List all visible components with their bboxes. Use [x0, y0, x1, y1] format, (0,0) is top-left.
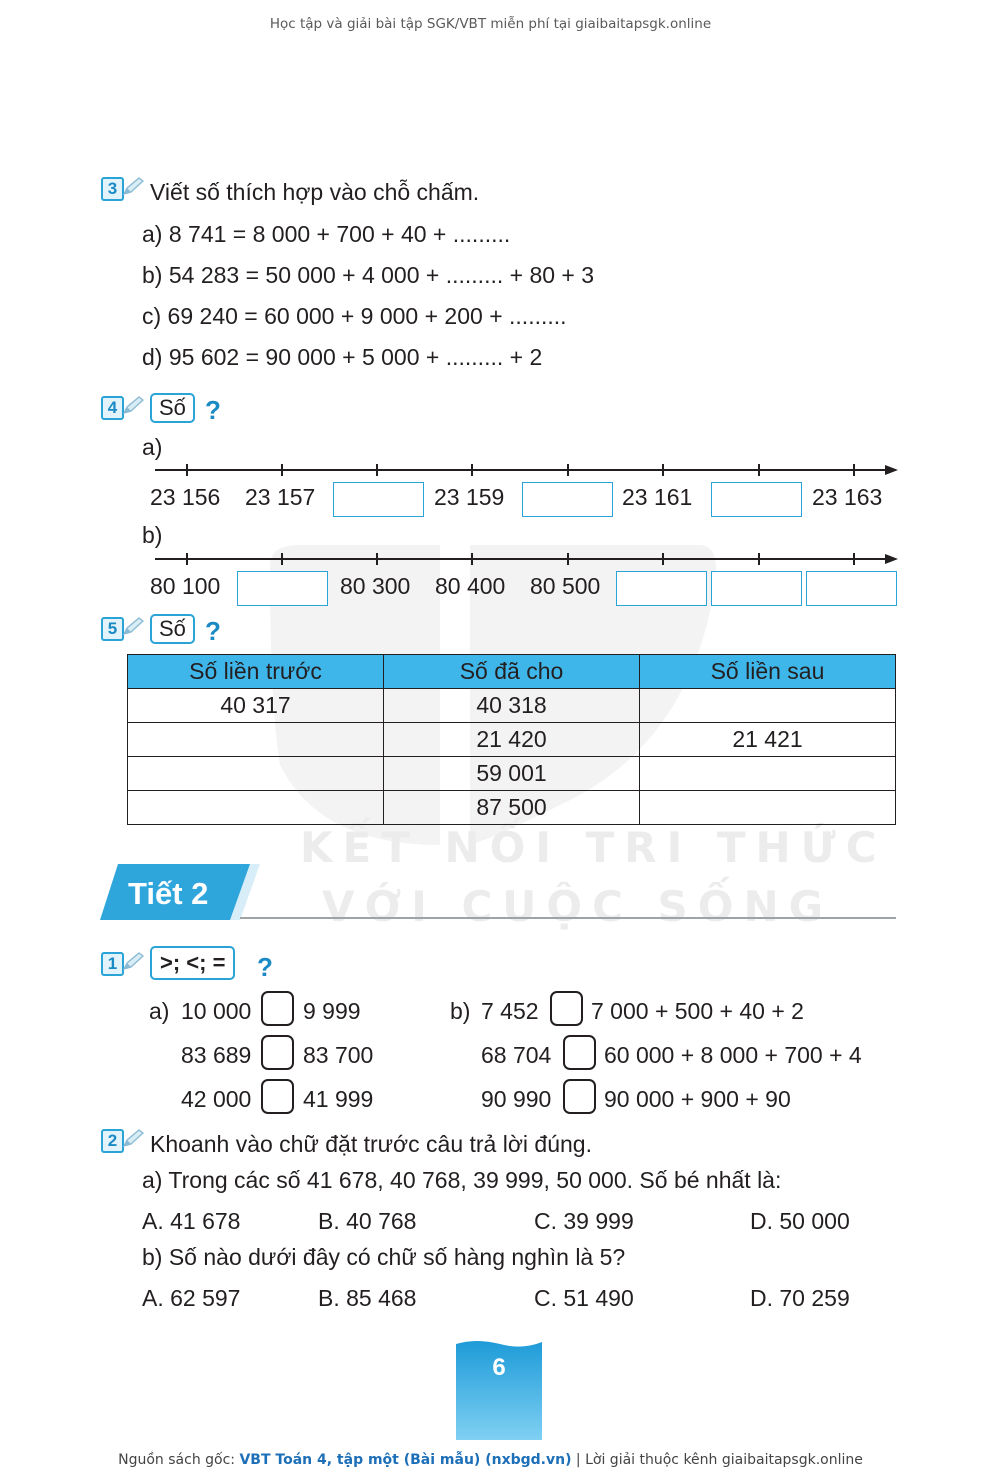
exercise-3-line-a: a) 8 741 = 8 000 + 700 + 40 + ......... [142, 221, 511, 247]
comparison-left-value: 42 000 [181, 1086, 252, 1112]
comparison-b-label: b) [450, 998, 471, 1024]
comparison-sign-box: >; <; = [150, 946, 235, 980]
watermark-line-2: VỚI CUỘC SỐNG [322, 882, 834, 931]
number-line-a-answer-box[interactable] [333, 482, 424, 517]
lesson-banner [100, 862, 900, 922]
page-header: Học tập và giải bài tập SGK/VBT miễn phí tại giaibaitapsgk.online [269, 16, 712, 32]
table-cell[interactable]: 40 317 [128, 689, 384, 723]
table-cell[interactable] [128, 757, 384, 791]
number-line-a-value: 23 159 [434, 484, 505, 510]
answer-option-a[interactable]: A. 41 678 [142, 1208, 241, 1234]
exercise-4-so-box: Số [150, 393, 195, 423]
comparison-answer-box[interactable] [563, 1035, 596, 1070]
number-line-b-value: 80 400 [435, 573, 506, 599]
comparison-left-value: 68 704 [481, 1042, 552, 1068]
exercise-3-line-b: b) 54 283 = 50 000 + 4 000 + ......... + 80 + 3 [142, 262, 595, 288]
question-a: a) Trong các số 41 678, 40 768, 39 999, 50 000. Số bé nhất là: [142, 1167, 782, 1193]
exercise-5-so-box: Số [150, 614, 195, 644]
number-table [127, 654, 896, 825]
answer-option-b[interactable]: B. 85 468 [318, 1285, 417, 1311]
table-cell[interactable] [640, 689, 896, 723]
number-line-b-answer-box[interactable] [237, 571, 328, 606]
comparison-a-label: a) [149, 998, 170, 1024]
number-line-b-answer-box[interactable] [806, 571, 897, 606]
table-cell[interactable] [640, 791, 896, 825]
page-footer [0, 1452, 981, 1468]
comparison-left-value: 7 452 [481, 998, 539, 1024]
exercise-4-a-label: a) [142, 434, 163, 460]
number-line-a [150, 462, 900, 480]
comparison-answer-box[interactable] [261, 1035, 294, 1070]
table-header: Số liền sau [640, 655, 896, 689]
table-header: Số đã cho [384, 655, 640, 689]
number-line-b [150, 551, 900, 569]
comparison-right-value: 60 000 + 8 000 + 700 + 4 [604, 1042, 862, 1068]
comparison-left-value: 10 000 [181, 998, 252, 1024]
table-cell: 21 420 [384, 723, 640, 757]
footer-prefix: Nguồn sách gốc: [118, 1452, 240, 1468]
number-line-b-answer-box[interactable] [616, 571, 707, 606]
number-line-a-value: 23 161 [622, 484, 693, 510]
number-line-a-value: 23 163 [812, 484, 883, 510]
table-header: Số liền trước [128, 655, 384, 689]
table-cell[interactable] [128, 723, 384, 757]
table-cell: 87 500 [384, 791, 640, 825]
exercise-3-line-d: d) 95 602 = 90 000 + 5 000 + ......... + 2 [142, 344, 543, 370]
answer-option-c[interactable]: C. 51 490 [534, 1285, 634, 1311]
table-cell[interactable]: 21 421 [640, 723, 896, 757]
comparison-right-value: 9 999 [303, 998, 361, 1024]
answer-option-b[interactable]: B. 40 768 [318, 1208, 417, 1234]
exercise-5-number: 5 [101, 617, 124, 641]
pencil-icon [122, 1128, 146, 1148]
comparison-answer-box[interactable] [550, 991, 583, 1026]
answer-option-d[interactable]: D. 70 259 [750, 1285, 850, 1311]
table-row [128, 723, 896, 757]
lesson2-exercise-2-number: 2 [101, 1129, 124, 1153]
number-line-b-value: 80 100 [150, 573, 221, 599]
table-header-row [128, 655, 896, 689]
number-line-a-answer-box[interactable] [711, 482, 802, 517]
exercise-3-line-c: c) 69 240 = 60 000 + 9 000 + 200 + ......... [142, 303, 567, 329]
comparison-answer-box[interactable] [261, 991, 294, 1026]
comparison-answer-box[interactable] [563, 1079, 596, 1114]
footer-suffix: | Lời giải thuộc kênh giaibaitapsgk.online [571, 1452, 863, 1468]
lesson2-exercise-2-instruction: Khoanh vào chữ đặt trước câu trả lời đúng. [150, 1131, 592, 1157]
table-cell: 40 318 [384, 689, 640, 723]
number-line-a-answer-box[interactable] [522, 482, 613, 517]
comparison-right-value: 83 700 [303, 1042, 374, 1068]
answer-option-d[interactable]: D. 50 000 [750, 1208, 850, 1234]
comparison-left-value: 90 990 [481, 1086, 552, 1112]
page-number: 6 [492, 1354, 506, 1381]
lesson-title: Tiết 2 [128, 876, 209, 911]
table-row [128, 689, 896, 723]
exercise-3-instruction: Viết số thích hợp vào chỗ chấm. [150, 179, 480, 205]
comparison-right-value: 7 000 + 500 + 40 + 2 [591, 998, 804, 1024]
table-cell[interactable] [640, 757, 896, 791]
table-cell[interactable] [128, 791, 384, 825]
comparison-answer-box[interactable] [261, 1079, 294, 1114]
table-row [128, 757, 896, 791]
exercise-4-b-label: b) [142, 522, 163, 548]
comparison-right-value: 41 999 [303, 1086, 374, 1112]
table-row [128, 791, 896, 825]
lesson2-exercise-1-question-mark: ? [257, 952, 273, 982]
number-line-a-value: 23 156 [150, 484, 221, 510]
pencil-icon [122, 616, 146, 636]
number-line-b-value: 80 300 [340, 573, 411, 599]
footer-source-link[interactable]: VBT Toán 4, tập một (Bài mẫu) (nxbgd.vn) [239, 1452, 572, 1468]
pencil-icon [122, 176, 146, 196]
exercise-3-number: 3 [101, 177, 124, 201]
exercise-5-question-mark: ? [205, 616, 221, 646]
table-cell: 59 001 [384, 757, 640, 791]
number-line-b-value: 80 500 [530, 573, 601, 599]
comparison-right-value: 90 000 + 900 + 90 [604, 1086, 791, 1112]
exercise-4-question-mark: ? [205, 395, 221, 425]
comparison-left-value: 83 689 [181, 1042, 252, 1068]
number-line-a-value: 23 157 [245, 484, 316, 510]
watermark-line-1: KẾT NỐI TRI THỨC [300, 823, 887, 872]
pencil-icon [122, 395, 146, 415]
pencil-icon [122, 951, 146, 971]
number-line-b-answer-box[interactable] [711, 571, 802, 606]
lesson2-exercise-1-number: 1 [101, 952, 124, 976]
exercise-4-number: 4 [101, 396, 124, 420]
question-b: b) Số nào dưới đây có chữ số hàng nghìn là 5? [142, 1244, 626, 1270]
answer-option-a[interactable]: A. 62 597 [142, 1285, 241, 1311]
answer-option-c[interactable]: C. 39 999 [534, 1208, 634, 1234]
